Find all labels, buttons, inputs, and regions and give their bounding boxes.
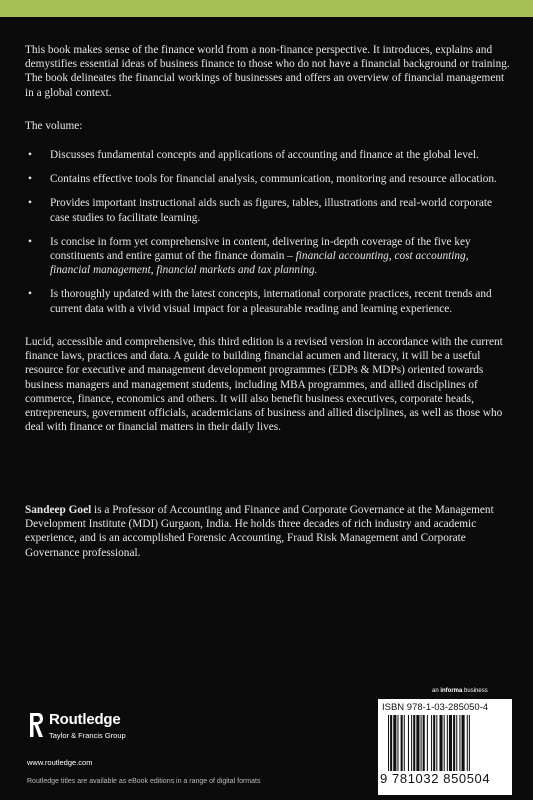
bullet-icon: • [28,197,32,210]
cover-color-band [0,0,533,17]
isbn-barcode-box [378,699,512,795]
bullet-icon: • [28,173,32,186]
list-item: • Provides important instructional aids such as figures, tables, illustrations and real-world corporate case studies to facilitate learning. [28,197,493,224]
publisher-group: Taylor & Francis Group [49,731,126,740]
finance-domains: financial accounting, cost accounting, financial management, financial markets and tax planning. [50,250,469,277]
author-name: Sandeep Goel [25,504,92,516]
list-item: • Is thoroughly updated with the latest concepts, international corporate practices, recent trends and current data with a vivid visual impact for a pleasurable reading and learning experience. [28,288,492,315]
routledge-logo-icon [27,711,45,739]
barcode-number: 9 781032 850504 [380,771,491,786]
author-bio: Sandeep Goel is a Professor of Accounting and Finance and Corporate Governance at the Management Development Institute (MDI) Gurgaon, India. He holds three decades of rich industry and academic experience, and is an accomplished Forensic Accounting, Fraud Risk Management and Corporate Governance professional. [25,504,494,559]
informa-business-tag: an informa business [432,688,488,694]
list-item: • Discusses fundamental concepts and applications of accounting and finance at the global level. [28,149,479,161]
barcode-icon [386,715,506,777]
list-item: • Contains effective tools for financial analysis, communication, monitoring and resource allocation. [28,173,497,186]
ebook-note: Routledge titles are available as eBook editions in a range of digital formats [27,778,261,785]
bullet-icon: • [28,288,32,301]
list-item: • Is concise in form yet comprehensive in content, delivering in-depth coverage of the five key constituents and entire gamut of the finance domain – financial accounting, cost accounting, financial management, financial markets and tax planning. [28,235,471,277]
bullet-icon: • [28,235,32,248]
feature-list [25,148,511,326]
volume-label: The volume: [25,120,83,132]
intro-paragraph: This book makes sense of the finance world from a non-finance perspective. It introduces, explains and demystifies essential ideas of business finance to those who do not have a financial background or training. The book delineates the financial workings of businesses and offers an overview of financial management in a global context. [25,44,510,99]
publisher-website: www.routledge.com [27,758,93,767]
bullet-icon: • [28,149,32,161]
back-cover [0,17,533,800]
publisher-name: Routledge [49,711,121,728]
isbn-label: ISBN 978-1-03-285050-4 [382,702,489,713]
closing-paragraph: Lucid, accessible and comprehensive, this third edition is a revised version in accordance with the current finance laws, practices and data. A guide to building financial acumen and literacy, it will be a useful resource for executive and management development programmes (EDPs & MDPs) oriented towards business managers and management students, including MBA programmes, and allied disciplines of commerce, finance, economics and others. It will also benefit business executives, corporate heads, entrepreneurs, government officials, academicians of business and allied disciplines, as well as those who deal with finance or financial matters in their daily lives. [25,336,503,434]
